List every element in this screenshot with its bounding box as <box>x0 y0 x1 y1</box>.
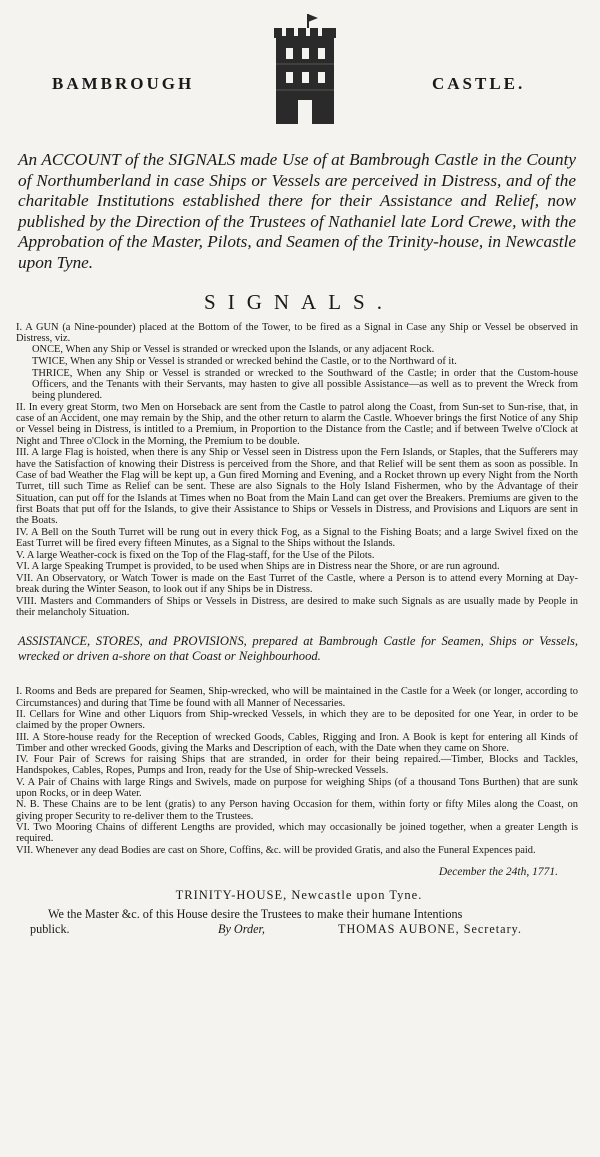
assistance-item: III. A Store-house ready for the Reception of wrecked Goods, Cables, Rigging and Iron. A Book is kept for entering all Kinds of Timber and other wrecked Goods, giving the Marks and Description of each, with the Date when they came on Shore. <box>16 731 578 754</box>
signal-item: IV. A Bell on the South Turret will be rung out in every thick Fog, as a Signal to the Fishing Boats; and a large Swivel fixed on the East Turret will be fired every fifteen Minutes, as a Signal to the Ships without the Islands. <box>16 526 578 550</box>
assistance-heading: ASSISTANCE, STORES, and PROVISIONS, prepared at Bambrough Castle for Seamen, Ships or Vessels, wrecked or driven a-shore on that Coast or Neighbourhood. <box>18 634 578 664</box>
masthead <box>14 14 584 132</box>
assistance-item: I. Rooms and Beds are prepared for Seamen, Ship-wrecked, who will be maintained in the Castle for a Week (or longer, according to Circumstances) and during that Time be found with all Manner of Necessaries. <box>16 686 579 709</box>
signals-heading: SIGNALS. <box>204 289 394 314</box>
by-order: By Order, <box>218 921 265 936</box>
trustees-request: We the Master &c. of this House desire the Trustees to make their humane Intentions <box>48 906 463 921</box>
secretary-signature: THOMAS AUBONE, Secretary. <box>338 921 522 936</box>
assistance-item: IV. Four Pair of Screws for raising Ships that are stranded, in order for their being repaired.—Timber, Blocks and Tackles, Handspokes, Cables, Ropes, Pumps and Iron, ready for the Use of Ship-wrecked Vessels. <box>16 754 579 777</box>
signal-item: VI. A large Speaking Trumpet is provided, to be used when Ships are in Distress near the Shore, or are run aground. <box>16 561 500 573</box>
castle-tower-illustration <box>268 14 342 126</box>
publick-word: publick. <box>30 921 70 936</box>
signal-item: THRICE, When any Ship or Vessel is stranded or wrecked to the Southward of the Castle; in order that the Custom-house Officers, and the Tenants with their Servants, may hasten to give all possible Assistance—as well as to prevent the Wreck from being plundered. <box>32 367 578 402</box>
account-intro: An ACCOUNT of the SIGNALS made Use of at Bambrough Castle in the County of Northumberland in case Ships or Vessels are perceived in Distress, and of the charitable Institutions established there for their Assistance and Relief, now published by the Direction of the Trustees of Nathaniel late Lord Crewe, with the Approbation of the Master, Pilots, and Seamen of the Trinity-house, in Newcastle upon Tyne. <box>18 150 576 272</box>
assistance-list <box>16 686 578 855</box>
assistance-item: VI. Two Mooring Chains of different Lengths are provided, which may occasionally be joined together, when a greater Length is required. <box>16 821 579 845</box>
signal-item: III. A large Flag is hoisted, when there is any Ship or Vessel seen in Distress upon the Fern Islands, or Staples, that the Sufferers may have the Satisfaction of knowing their Distress is perceived from the Shore, and that Relief will be sent them as soon as possible. In Case of bad Weather the Flag will be kept up, a Gun fired Morning and Evening, and a Rocket thrown up every Night from the North Turret, till such Time as Relief can be sent. These are also Signals to the Holy Island Fishermen, who by the Advantage of their Situation, can put off for the Islands at Times when no Boat from the Main Land can get over the Breakers. Premiums are given to the first Boats that put off for the Islands, to give their Assistance to Ships or Vessels in Distress, and Provisions and Liquors are sent in the Boats. <box>16 447 578 527</box>
assistance-item: N. B. These Chains are to be lent (gratis) to any Person having Occasion for them, within forty or fifty Miles along the Coast, on giving proper Security to re-deliver them to the Trustees. <box>16 799 578 822</box>
assistance-item: V. A Pair of Chains with large Rings and Swivels, made on purpose for weighing Ships (of a thousand Tons Burthen) that are sunk upon Rocks, or in deep Water. <box>16 776 578 799</box>
signal-item: ONCE, When any Ship or Vessel is stranded or wrecked upon the Islands, or any adjacent Rock. <box>32 344 435 356</box>
signature-line <box>14 922 584 940</box>
title-castle: CASTLE. <box>432 74 526 93</box>
issue-date: December the 24th, 1771. <box>438 865 558 878</box>
signal-item: TWICE, When any Ship or Vessel is stranded or wrecked behind the Castle, or to the Northward of it. <box>32 355 457 367</box>
assistance-item: II. Cellars for Wine and other Liquors from Ship-wrecked Vessels, in which they are to be deposited for one Year, in order to be claimed by the proper Owners. <box>16 708 579 732</box>
assistance-item: VII. Whenever any dead Bodies are cast on Shore, Coffins, &c. will be provided Gratis, and also the Funeral Expences paid. <box>16 844 536 856</box>
signal-item: I. A GUN (a Nine-pounder) placed at the Bottom of the Tower, to be fired as a Signal in Case any Ship or Vessel be observed in Distress, viz. <box>16 321 578 344</box>
signal-item: V. A large Weather-cock is fixed on the Top of the Flag-staff, for the Use of the Pilots. <box>16 549 375 561</box>
trinity-house-heading: TRINITY-HOUSE, Newcastle upon Tyne. <box>175 887 423 902</box>
signal-item: VIII. Masters and Commanders of Ships or Vessels in Distress, are desired to make such Signals as are usually made by People in their melancholy Situation. <box>16 595 578 619</box>
signal-item: II. In every great Storm, two Men on Horseback are sent from the Castle to patrol along the Coast, from Sun-set to Sun-rise, that, in case of an Accident, one may remain by the Ship, and the other return to alarm the Castle. Whoever brings the first Notice of any Ship or Vessel being in Distress, is intitled to a Premium, in Proportion to the Distance from the Castle; and if between Twelve o'Clock at Night and Three o'Clock in the Morning, the Premium to be double. <box>16 401 579 447</box>
title-bambrough: BAMBROUGH <box>52 74 195 93</box>
signals-list <box>16 322 578 619</box>
signal-item: VII. An Observatory, or Watch Tower is made on the East Turret of the Castle, where a Person is to attend every Morning at Day-break during the Winter Season, to look out if any Ships be in Distress. <box>16 572 578 596</box>
